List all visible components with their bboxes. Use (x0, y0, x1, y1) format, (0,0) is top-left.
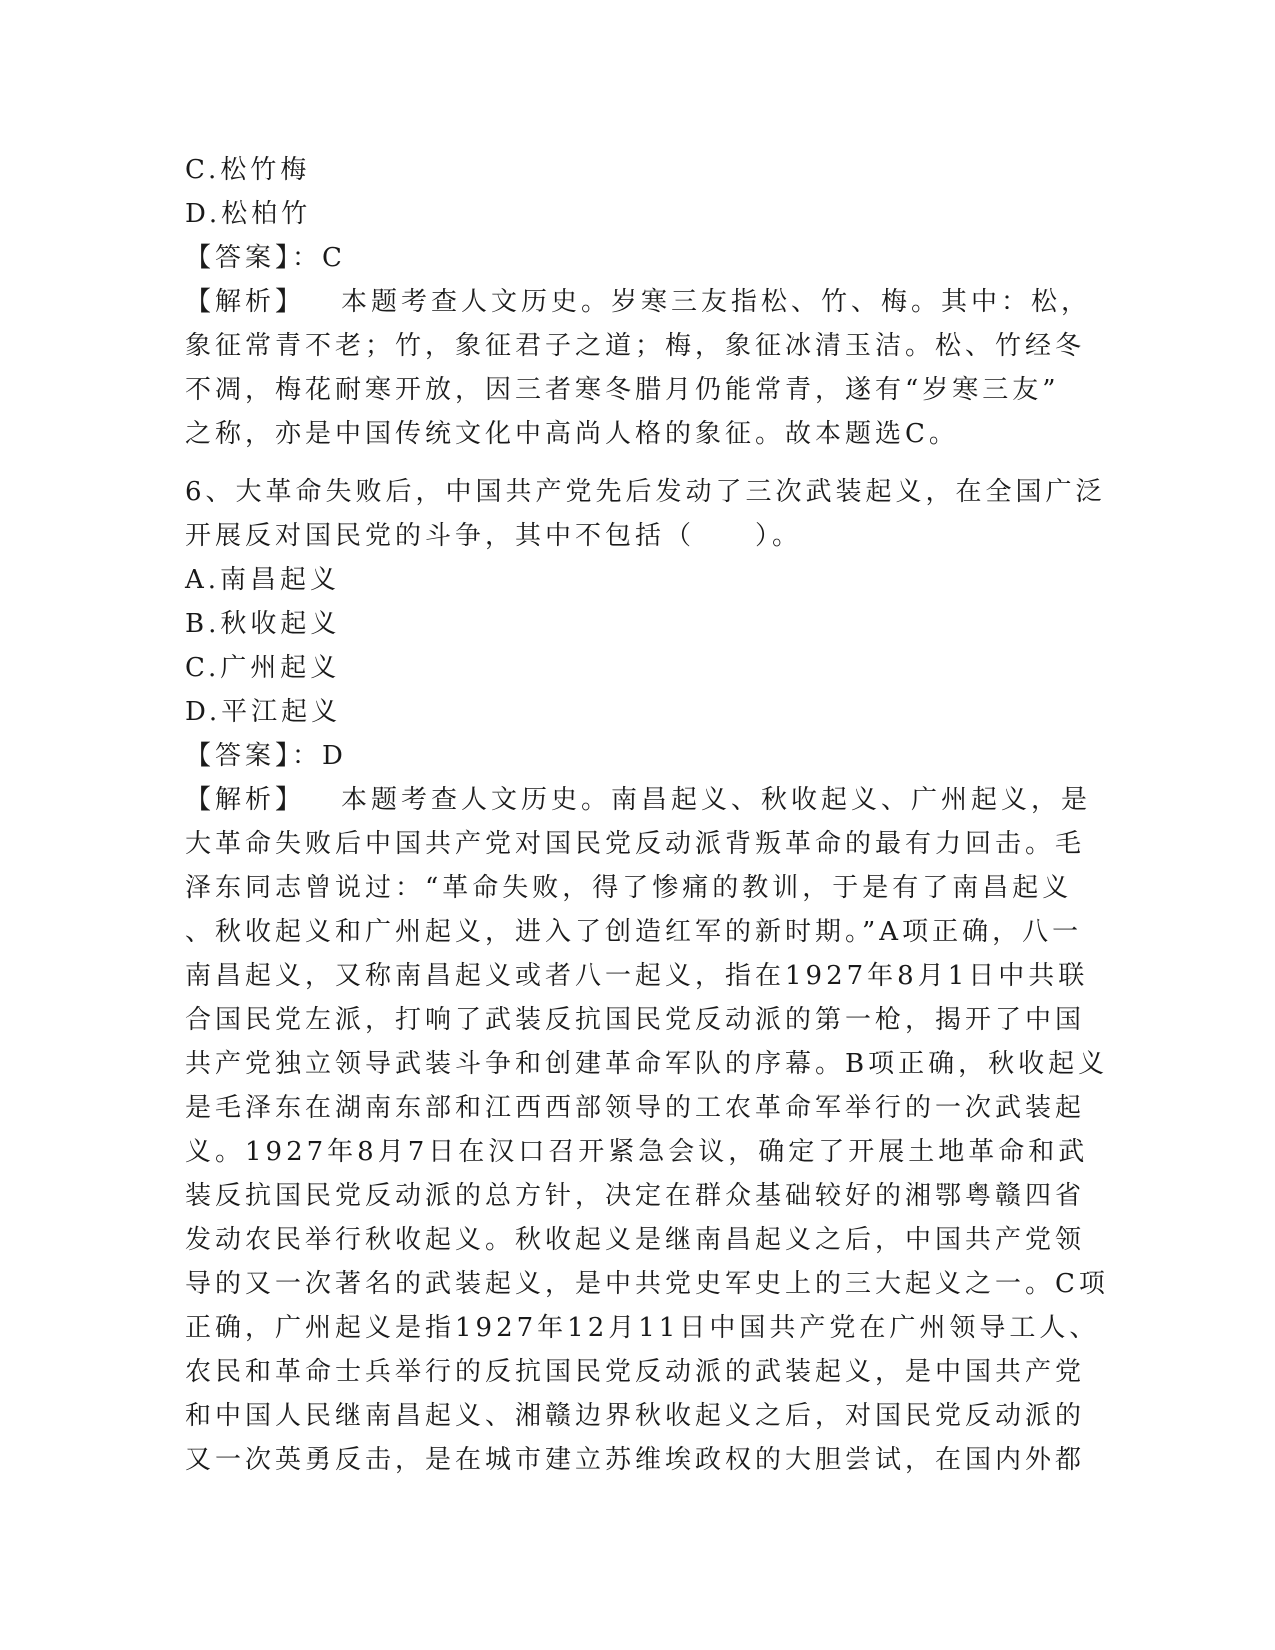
analysis-text: 、秋收起义和广州起义，进入了创造红军的新时期。”A项正确，八一 (185, 917, 1083, 947)
option-c: C.松竹梅 (185, 155, 311, 185)
analysis-text: 不凋，梅花耐寒开放，因三者寒冬腊月仍能常青，遂有“岁寒三友” (185, 375, 1060, 405)
analysis-line (185, 778, 1092, 822)
analysis-text: 本题考查人文历史。岁寒三友指松、竹、梅。其中：松， (341, 287, 1092, 317)
analysis-line (185, 280, 1092, 324)
analysis-text: 泽东同志曾说过：“革命失败，得了惨痛的教训，于是有了南昌起义 (185, 873, 1073, 903)
option-d: D.平江起义 (185, 697, 342, 727)
answer-label: 【答案】 (185, 243, 293, 273)
analysis-text: 大革命失败后中国共产党对国民党反动派背叛革命的最有力回击。毛 (185, 829, 1086, 859)
analysis-text: 发动农民举行秋收起义。秋收起义是继南昌起义之后，中国共产党领 (185, 1225, 1086, 1255)
analysis-text: 南昌起义，又称南昌起义或者八一起义，指在1927年8月1日中共联 (185, 961, 1089, 991)
option-b: B.秋收起义 (185, 609, 341, 639)
answer-value: ：D (292, 741, 347, 771)
option-d: D.松柏竹 (185, 199, 312, 229)
analysis-label: 【解析】 (185, 287, 306, 317)
analysis-text: 是毛泽东在湖南东部和江西西部领导的工农革命军举行的一次武装起 (185, 1093, 1086, 1123)
answer-value: ：C (292, 243, 346, 273)
option-c: C.广州起义 (185, 653, 341, 683)
analysis-text: 之称，亦是中国传统文化中高尚人格的象征。故本题选C。 (185, 419, 959, 449)
analysis-text: 共产党独立领导武装斗争和创建革命军队的序幕。B项正确，秋收起义 (185, 1049, 1109, 1079)
analysis-label: 【解析】 (185, 785, 306, 815)
analysis-text: 农民和革命士兵举行的反抗国民党反动派的武装起义，是中国共产党 (185, 1357, 1086, 1387)
analysis-text: 导的又一次著名的武装起义，是中共党史军史上的三大起义之一。C项 (185, 1269, 1109, 1299)
analysis-text: 象征常青不老；竹，象征君子之道；梅，象征冰清玉洁。松、竹经冬 (185, 331, 1086, 361)
analysis-text: 装反抗国民党反动派的总方针，决定在群众基础较好的湘鄂粤赣四省 (185, 1181, 1086, 1211)
answer-line (185, 734, 1085, 778)
analysis-text: 正确，广州起义是指1927年12月11日中国共产党在广州领导工人、 (185, 1313, 1100, 1343)
option-a: A.南昌起义 (185, 565, 341, 595)
analysis-text: 和中国人民继南昌起义、湘赣边界秋收起义之后，对国民党反动派的 (185, 1401, 1086, 1431)
document-page (185, 148, 1109, 1482)
answer-label: 【答案】 (185, 741, 293, 771)
answer-line (185, 236, 1085, 280)
analysis-text: 又一次英勇反击，是在城市建立苏维埃政权的大胆尝试，在国内外都 (185, 1445, 1086, 1475)
analysis-text: 义。1927年8月7日在汉口召开紧急会议，确定了开展土地革命和武 (185, 1137, 1089, 1167)
analysis-text: 本题考查人文历史。南昌起义、秋收起义、广州起义，是 (341, 785, 1092, 815)
question-stem: 6、大革命失败后，中国共产党先后发动了三次武装起义，在全国广泛 (185, 477, 1106, 507)
analysis-text: 合国民党左派，打响了武装反抗国民党反动派的第一枪，揭开了中国 (185, 1005, 1086, 1035)
question-stem: 开展反对国民党的斗争，其中不包括（ ）。 (185, 521, 803, 551)
